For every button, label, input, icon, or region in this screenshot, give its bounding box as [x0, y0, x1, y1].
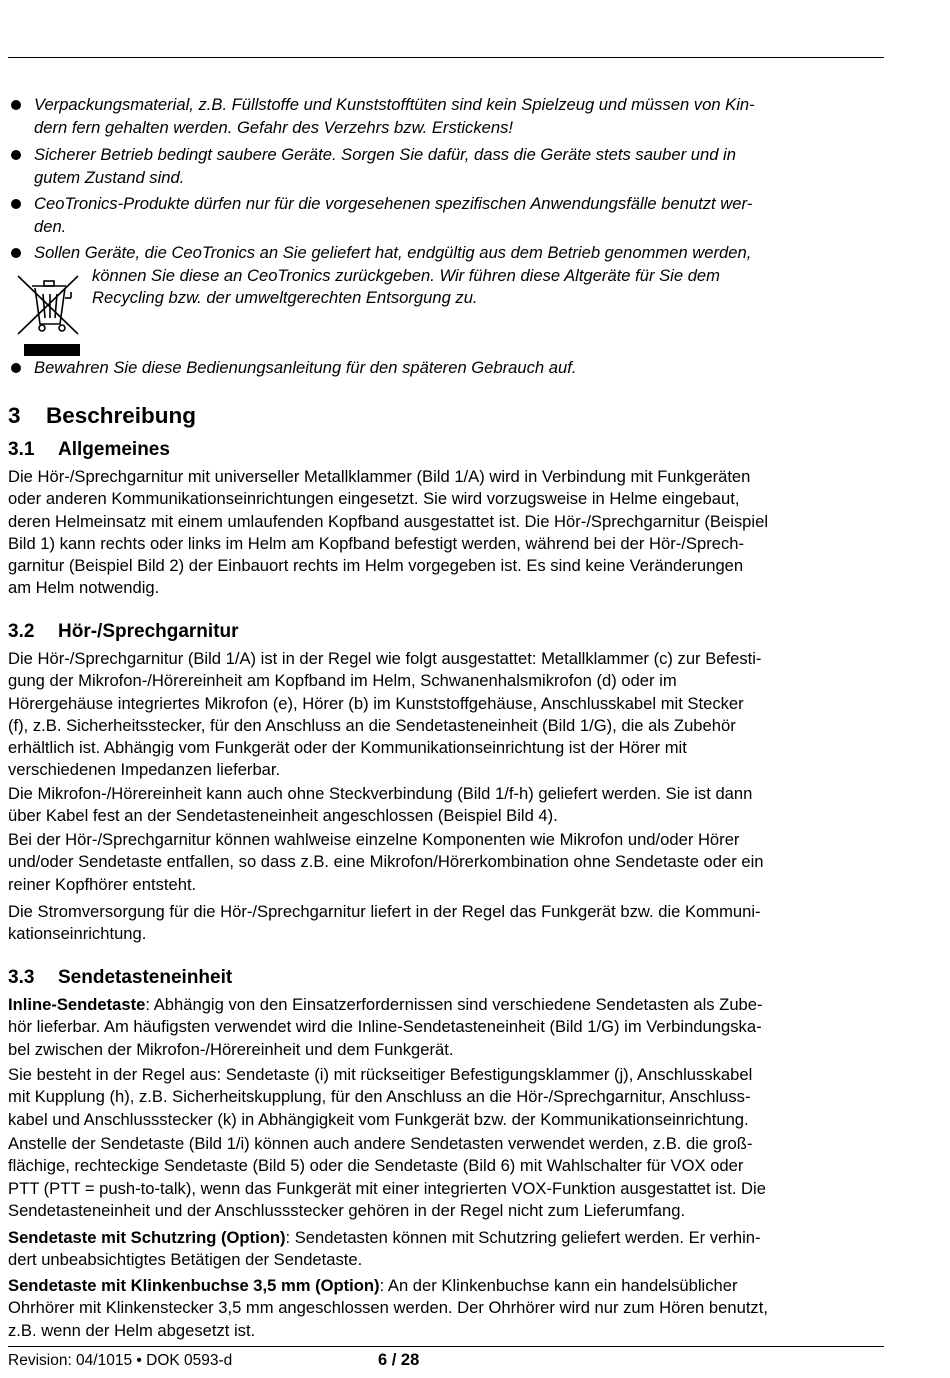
- subsection-heading-3-2: [8, 621, 239, 643]
- bullet-text: CeoTronics-Produkte dürfen nur für die vorgesehenen spezifischen Anwendungsfälle benutzt wer- den.: [34, 194, 753, 236]
- paragraph: Die Mikrofon-/Hörereinheit kann auch ohne Steckverbindung (Bild 1/f-h) geliefert werden. Sie ist dann über Kabel fest an der Sendetasteneinheit angeschlossen (Beispiel Bild 4).: [8, 784, 753, 826]
- bullet-text: Sicherer Betrieb bedingt saubere Geräte. Sorgen Sie dafür, dass die Geräte stets sauber und in gutem Zustand sind.: [34, 145, 736, 187]
- paragraph: [8, 1227, 884, 1272]
- paragraph: Sie besteht in der Regel aus: Sendetaste (i) mit rückseitiger Befestigungsklammer (j), Anschlusskabel mit Kupplung (h), z.B. Sicherheitskupplung, für den Anschluss an die Hör-/Sprechgarnitur, Anschluss- kabel und Anschlussstecker (k) in Abhängigkeit vom Funkgerät bzw. der Kommunikationseinrichtung.: [8, 1065, 753, 1129]
- section-number: 3: [8, 403, 21, 428]
- page-number: 6 / 28: [378, 1351, 420, 1369]
- bullet-text: Sollen Geräte, die CeoTronics an Sie geliefert hat, endgültig aus dem Betrieb genommen werden,: [34, 243, 752, 262]
- footer-rule: [8, 1346, 884, 1347]
- bullet-recycling: [8, 242, 872, 310]
- section-heading: [8, 403, 196, 429]
- paragraph-text: : Abhängig von den Einsatzerfordernissen sind verschiedene Sendetasten als Zube- hör lieferbar. Am häufigsten verwendet wird die Inline-Sendetasteneinheit (Bild 1/G) im Verbindungska- bel zwischen der Mikrofon-/Hörereinheit und dem Funkgerät.: [8, 995, 763, 1059]
- paragraph: Die Stromversorgung für die Hör-/Sprechgarnitur liefert in der Regel das Funkgerät bzw. die Kommuni- kationseinrichtung.: [8, 902, 761, 944]
- bullet-dot: [11, 100, 21, 110]
- bullet-text: Verpackungsmaterial, z.B. Füllstoffe und Kunststofftüten sind kein Spielzeug und müssen von Kin- dern fern gehalten werden. Gefahr des Verzehrs bzw. Erstickens!: [34, 95, 755, 137]
- subsection-heading-3-3: [8, 967, 232, 989]
- footer-revision: Revision: 04/1015 • DOK 0593-d: [8, 1352, 233, 1369]
- subsection-title: Sendetasteneinheit: [58, 967, 233, 988]
- term-klinkenbuchse: Sendetaste mit Klinkenbuchse 3,5 mm (Option): [8, 1276, 380, 1295]
- document-page: [8, 0, 884, 1378]
- paragraph-text: : An der Klinkenbuchse kann ein handelsüblicher Ohrhörer mit Klinkenstecker 3,5 mm angeschlossen werden. Der Ohrhörer wird nur zum Hören benutzt, z.B. wenn der Helm abgesetzt ist.: [8, 1276, 768, 1340]
- term-inline-sendetaste: Inline-Sendetaste: [8, 995, 146, 1014]
- paragraph: [8, 994, 884, 1061]
- section-title: Beschreibung: [46, 403, 197, 428]
- bullet-intended-use: [8, 193, 870, 238]
- paragraph: Die Hör-/Sprechgarnitur (Bild 1/A) ist in der Regel wie folgt ausgestattet: Metallklammer (c) zur Befesti- gung der Mikrofon-/Hörereinheit am Kopfband im Helm, Schwanenhalsmikrofon (d) oder im Hörergehäuse integriertes Mikrofon (e), Hörer (b) im Kunststoffgehäuse, Anschlusskabel mit Stecker (f), z.B. Sicherheitsstecker, für den Anschluss an die Sendetasteneinheit (Bild 1/G), die als Zubehör erhältlich ist. Abhängig vom Funkgerät oder der Kommunikationseinrichtung ist der Hörer mit verschiedenen Impedanzen lieferbar.: [8, 649, 762, 780]
- subsection-number: 3.3: [8, 967, 35, 988]
- paragraph-text: : Sendetasten können mit Schutzring geliefert werden. Er verhin- dert unbeabsichtigtes Betätigen der Sendetaste.: [8, 1228, 761, 1270]
- weee-crossed-bin-icon: [14, 268, 82, 356]
- bullet-dot: [11, 150, 21, 160]
- paragraph: Die Hör-/Sprechgarnitur mit universeller Metallklammer (Bild 1/A) wird in Verbindung mit Funkgeräten oder anderen Kommunikationseinrichtungen eingesetzt. Sie wird vorzugsweise in Helme eingebaut, deren Helmeinsatz mit einem umlaufenden Kopfband ausgestattet ist. Die Hör-/Sprechgarnitur (Beispiel Bild 1) kann rechts oder links im Helm am Kopfband befestigt werden, während bei der Hör-/Sprech- garnitur (Beispiel Bild 2) der Einbauort rechts im Helm vorgegeben ist. Es sind keine Veränderungen am Helm notwendig.: [8, 467, 769, 598]
- subsection-title: Allgemeines: [58, 439, 170, 460]
- paragraph: Bei der Hör-/Sprechgarnitur können wahlweise einzelne Komponenten wie Mikrofon und/oder Hörer und/oder Sendetaste entfallen, so dass z.B. eine Mikrofon/Hörerkombination ohne Sendetaste oder ein reiner Kopfhörer entsteht.: [8, 830, 764, 894]
- subsection-number: 3.1: [8, 439, 35, 460]
- subsection-heading-3-1: [8, 439, 170, 461]
- bullet-dot: [11, 199, 21, 209]
- bullet-dot: [11, 363, 21, 373]
- subsection-number: 3.2: [8, 621, 35, 642]
- paragraph: [8, 1275, 884, 1342]
- bullet-text: Bewahren Sie diese Bedienungsanleitung für den späteren Gebrauch auf.: [34, 358, 577, 377]
- subsection-title: Hör-/Sprechgarnitur: [58, 621, 239, 642]
- header-rule: [8, 57, 884, 58]
- bullet-text-continued: können Sie diese an CeoTronics zurückgeben. Wir führen diese Altgeräte für Sie dem Recycling bzw. der umweltgerechten Entsorgung zu.: [92, 265, 720, 307]
- paragraph: Anstelle der Sendetaste (Bild 1/i) können auch andere Sendetasten verwendet werden, z.B. die groß- flächige, rechteckige Sendetaste (Bild 5) oder die Sendetaste (Bild 6) mit Wahlschalter für VOX oder PTT (PTT = push-to-talk), wenn das Funkgerät mit einer integrierten VOX-Funktion ausgestattet ist. Die Sendetasteneinheit und der Anschlussstecker gehören in der Regel nicht zum Lieferumfang.: [8, 1134, 766, 1220]
- bullet-dot: [11, 248, 21, 258]
- term-schutzring: Sendetaste mit Schutzring (Option): [8, 1228, 286, 1247]
- bullet-packaging: [8, 94, 870, 139]
- bullet-keep-manual: [8, 357, 870, 380]
- bullet-clean-devices: [8, 144, 870, 189]
